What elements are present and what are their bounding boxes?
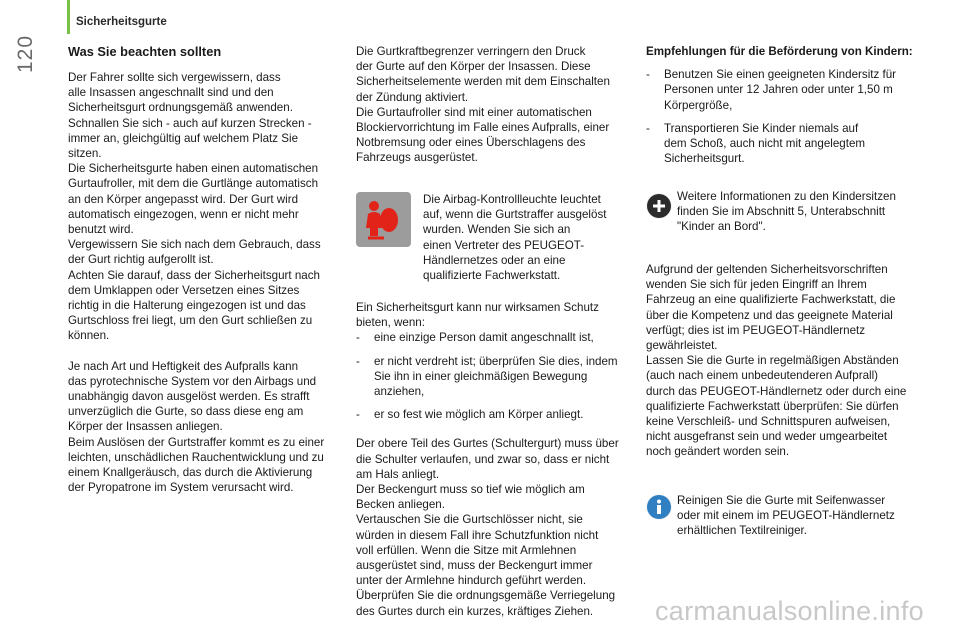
text-line: finden Sie im Abschnitt 5, Unterabschnitt xyxy=(677,205,886,219)
bullet-dash: - xyxy=(646,121,650,135)
text-line: der Pyropatrone im System verursacht wird. xyxy=(68,481,294,495)
text-line: verfügt; dies ist im PEUGEOT-Händlernetz xyxy=(646,323,866,337)
bullet-text xyxy=(374,330,638,345)
text-line: Becken anliegen. xyxy=(356,498,445,512)
col2-para3 xyxy=(356,436,638,618)
bullet-item xyxy=(646,121,916,167)
text-line: Der obere Teil des Gurtes (Schultergurt) muss über xyxy=(356,437,619,451)
text-line: Gurtschloss frei liegt, um den Gurt schließen zu xyxy=(68,314,313,328)
heading-empfehlungen: Empfehlungen für die Beförderung von Kindern: xyxy=(646,45,913,58)
col2-para1 xyxy=(356,44,636,166)
text-line: voll erfüllen. Wenn die Sitze mit Armlehnen xyxy=(356,543,577,557)
bullet-item xyxy=(356,407,638,422)
col3-para1 xyxy=(646,262,918,460)
text-line: wenden Sie sich für jeden Eingriff an Ihrem xyxy=(646,278,867,292)
text-line: Überprüfen Sie die ordnungsgemäße Verriegelung xyxy=(356,589,616,603)
text-line: über die Kompetenz und das geeignete Material xyxy=(646,308,893,322)
text-line: Blockiervorrichtung im Falle eines Aufpralls, einer xyxy=(356,121,610,135)
text-line: Aufgrund der geltenden Sicherheitsvorschriften xyxy=(646,263,888,276)
section-title: Sicherheitsgurte xyxy=(76,16,167,28)
text-line: qualifizierte Fachwerkstatt. xyxy=(423,269,561,283)
airbag-warning-icon xyxy=(356,192,411,247)
col2-para2-intro xyxy=(356,300,638,330)
text-line: auf, wenn die Gurtstraffer ausgelöst xyxy=(423,208,607,222)
text-line: bieten, wenn: xyxy=(356,316,425,330)
text-line: Benutzen Sie einen geeigneten Kindersitz für xyxy=(664,68,897,82)
text-line: qualifizierte Fachwerkstatt überprüfen: Sie dürfen xyxy=(646,399,899,413)
text-line: leichten, unschädlichen Rauchentwicklung und zu xyxy=(68,450,324,464)
text-line: Körpergröße, xyxy=(664,98,733,112)
text-line: unverzüglich die Gurte, so dass diese eng am xyxy=(68,405,304,419)
bullet-dash: - xyxy=(356,354,360,368)
text-line: Die Airbag-Kontrollleuchte leuchtet xyxy=(423,193,601,206)
text-line: nicht ausgefranst sein und weder umgearbeitet xyxy=(646,430,888,444)
text-line: ausgerüstet sind, muss der Beckengurt immer xyxy=(356,559,593,573)
text-line: noch geändert worden sein. xyxy=(646,445,790,459)
text-line: dem Umklappen oder Versetzen eines Sitzes xyxy=(68,283,300,297)
text-line: benutzt wird. xyxy=(68,223,134,237)
bullet-item xyxy=(646,67,916,113)
text-line: Sicherheitsgurt ordnungsgemäß anwenden. xyxy=(68,101,293,115)
text-line: der Zündung aktiviert. xyxy=(356,90,469,104)
text-line: dem Schoß, auch nicht mit angelegtem xyxy=(664,137,866,151)
column-2-lower xyxy=(356,300,638,619)
text-line: durch das PEUGEOT-Händlernetz oder durch eine xyxy=(646,384,907,398)
text-line: Schnallen Sie sich - auch auf kurzen Strecken - xyxy=(68,116,312,130)
text-line: Personen unter 12 Jahren oder unter 1,50 m xyxy=(664,83,893,97)
text-line: oder mit einem im PEUGEOT-Händlernetz xyxy=(677,509,895,523)
text-line: Notbremsung oder eines Überschlagens des xyxy=(356,136,586,150)
bullet-dash: - xyxy=(646,68,650,82)
text-line: Sicherheitselemente werden mit dem Einschalten xyxy=(356,75,610,89)
page-number: 120 xyxy=(14,34,37,73)
text-line: würden in diesem Fall ihre Schutzfunktion nicht xyxy=(356,528,599,542)
text-line: die Schulter verlaufen, und zwar so, dass er nicht xyxy=(356,452,610,466)
text-line: einen Vertreter des PEUGEOT- xyxy=(423,238,585,252)
bullet-text xyxy=(374,407,638,422)
bullet-item xyxy=(356,354,638,400)
col1-para2 xyxy=(68,359,350,496)
airbag-note xyxy=(423,192,633,283)
bullet-text xyxy=(374,354,638,400)
text-line: an den Körper angepasst wird. Der Gurt wird xyxy=(68,192,299,206)
text-line: Die Gurtaufroller sind mit einer automatischen xyxy=(356,105,592,119)
col2-bullet-list xyxy=(356,330,638,422)
bullet-item xyxy=(356,330,638,345)
text-line: Körper der Insassen anliegen. xyxy=(68,420,223,434)
watermark: carmanualsonline.info xyxy=(655,596,924,626)
text-line: er nicht verdreht ist; überprüfen Sie dies, indem xyxy=(374,354,618,368)
text-line: können. xyxy=(68,329,110,343)
text-line: Fahrzeug an eine qualifizierte Fachwerkstatt, die xyxy=(646,293,896,307)
text-line: immer an, gleichgültig auf welchem Platz Sie xyxy=(68,131,299,145)
text-line: Die Sicherheitsgurte haben einen automatischen xyxy=(68,162,319,176)
text-line: er so fest wie möglich am Körper anliegt. xyxy=(374,408,584,422)
info-icon xyxy=(646,494,672,520)
text-line: erhältlichen Textilreiniger. xyxy=(677,524,807,538)
plus-icon xyxy=(646,193,672,219)
text-line: am Hals anliegt. xyxy=(356,467,440,481)
column-3 xyxy=(646,44,916,174)
text-line: richtig in die Halterung eingezogen ist und das xyxy=(68,299,306,313)
text-line: Händlernetzes oder an eine xyxy=(423,253,566,267)
text-line: unter der Armlehne hindurch geführt werden. xyxy=(356,574,587,588)
text-line: einem Knallgeräusch, das durch die Aktivierung xyxy=(68,466,313,480)
text-line: Reinigen Sie die Gurte mit Seifenwasser xyxy=(677,494,886,507)
col1-para1 xyxy=(68,70,350,344)
text-line: wurden. Wenden Sie sich an xyxy=(423,223,571,237)
info-note-text xyxy=(677,493,917,539)
text-line: unabhängig davon ausgelöst werden. Es strafft xyxy=(68,390,310,404)
text-line: automatisch eingezogen, wenn er nicht mehr xyxy=(68,207,299,221)
text-line: Transportieren Sie Kinder niemals auf xyxy=(664,121,859,135)
text-line: Die Gurtkraftbegrenzer verringern den Druck xyxy=(356,45,586,58)
text-line: keine Verschleiß- und Schnittspuren aufweisen, xyxy=(646,415,891,429)
text-line: gewährleistet. xyxy=(646,339,718,353)
bullet-text xyxy=(664,121,916,167)
text-line: Fahrzeugs ausgerüstet. xyxy=(356,151,478,165)
text-line: Der Fahrer sollte sich vergewissern, dass xyxy=(68,71,281,84)
text-line: der Gurte auf den Körper der Insassen. Diese xyxy=(356,60,591,74)
column-3-lower xyxy=(646,262,918,460)
text-line: Sicherheitsgurt. xyxy=(664,152,745,166)
bullet-text xyxy=(664,67,916,113)
column-2 xyxy=(356,44,636,166)
text-line: Je nach Art und Heftigkeit des Aufpralls kann xyxy=(68,359,299,373)
text-line: das pyrotechnische System vor den Airbags und xyxy=(68,374,317,388)
section-accent-bar xyxy=(67,0,70,34)
plus-note xyxy=(677,189,917,235)
col3-bullet-list xyxy=(646,67,916,166)
text-line: (auch nach einem unbedeutenderen Aufprall) xyxy=(646,369,879,383)
text-line: sitzen. xyxy=(68,147,102,161)
text-line: Beim Auslösen der Gurtstraffer kommt es zu einer xyxy=(68,435,325,449)
text-line: "Kinder an Bord". xyxy=(677,220,766,234)
text-line: Der Beckengurt muss so tief wie möglich am xyxy=(356,483,585,497)
airbag-note-text xyxy=(423,192,633,283)
text-line: der Gurt richtig aufgerollt ist. xyxy=(68,253,214,267)
text-line: Vergewissern Sie sich nach dem Gebrauch, dass xyxy=(68,238,321,252)
text-line: Sie ihn in einer gleichmäßigen Bewegung xyxy=(374,369,588,383)
text-line: eine einzige Person damit angeschnallt ist, xyxy=(374,331,594,345)
text-line: Vertauschen Sie die Gurtschlösser nicht, sie xyxy=(356,513,583,527)
plus-note-text xyxy=(677,189,917,235)
text-line: Weitere Informationen zu den Kindersitzen xyxy=(677,190,896,203)
heading-was-sie-beachten: Was Sie beachten sollten xyxy=(68,44,222,59)
bullet-dash: - xyxy=(356,331,360,345)
text-line: Ein Sicherheitsgurt kann nur wirksamen Schutz xyxy=(356,301,599,314)
bullet-dash: - xyxy=(356,408,360,422)
column-1 xyxy=(68,44,350,495)
text-line: Gurtaufroller, mit dem die Gurtlänge automatisch xyxy=(68,177,319,191)
info-note xyxy=(677,493,917,539)
text-line: anziehen, xyxy=(374,385,425,399)
text-line: des Gurtes durch ein kurzes, kräftiges Ziehen. xyxy=(356,604,594,618)
text-line: Lassen Sie die Gurte in regelmäßigen Abständen xyxy=(646,354,899,368)
text-line: alle Insassen angeschnallt sind und den xyxy=(68,86,274,100)
text-line: Achten Sie darauf, dass der Sicherheitsgurt nach xyxy=(68,268,320,282)
